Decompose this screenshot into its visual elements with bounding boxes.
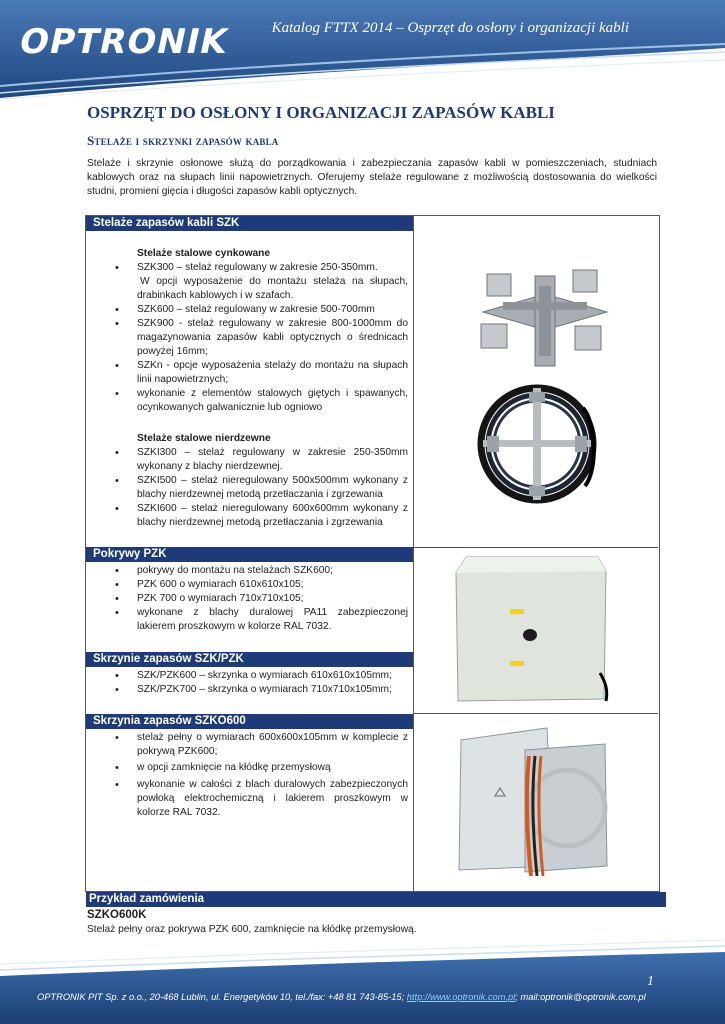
list-item: • SZK300 – stelaż regulowany w zakresie 250-350mm. [115,261,408,275]
pzk-cover-image [450,553,610,703]
szk-frame-with-cable-image [473,378,601,506]
list-group-title: Stelaże stalowe nierdzewne [137,433,271,444]
pzk-list [115,564,408,634]
szk-list-galvanized [115,247,408,415]
order-example-code: SZKO600K [87,909,147,921]
list-item: • SZKI600 – stelaż nieregulowany 600x600mm wykonany z blachy nierdzewnej metodą przetłaczania i zgrzewania [115,502,408,530]
list-item: • wykonane z blachy duralowej PA11 zabezpieczonej lakierem proszkowym w kolorze RAL 7032. [115,606,408,634]
szk-pzk-list [115,669,408,697]
page-footer [0,940,725,1024]
intro-paragraph: Stelaże i skrzynie osłonowe służą do porządkowania i zabezpieczania zapasów kabli w pomieszczeniach, studniach kablowych oraz na słupach linii napowietrznych. Oferujemy stelaże regulowane z możliwością dostosowania do wielkości studni, promieni gięcia i długości zapasów kabli optycznych. [87,158,657,197]
page-number: 1 [647,974,654,989]
page-subtitle: Stelaże i skrzynki zapasów kabla [87,133,279,148]
szk-cross-frame-image [475,266,615,376]
list-group-title: Stelaże stalowe cynkowane [137,248,271,259]
section-heading-szk-pzk: Skrzynie zapasów SZK/PZK [86,652,413,667]
list-item: • SZKn - opcje wyposażenia stelaży do montażu na słupach linii napowietrznych; [115,359,408,387]
section-heading-szko600: Skrzynia zapasów SZKO600 [86,714,413,729]
list-item: • PZK 600 o wymiarach 610x610x105; [115,578,408,592]
address-text: OPTRONIK PIT Sp. z o.o., 20-468 Lublin, ul. Energetyków 10, tel./fax: +48 81 743-85-15; [37,992,407,1002]
order-example-description: Stelaż pełny oraz pokrywa PZK 600, zamknięcie na kłódkę przemysłową. [87,924,417,935]
szk-list-stainless [115,432,408,530]
szko600-list [115,731,408,820]
list-item: • SZKI300 – stelaż regulowany w zakresie 250-350mm wykonany z blachy nierdzewnej. [115,446,408,474]
list-item: • SZKI500 – stelaż nieregulowany 500x500mm wykonany z blachy nierdzewnej metodą przetłaczania i zgrzewania [115,474,408,502]
table-row-divider [413,713,658,714]
page-title: OSPRZĘT DO OSŁONY I ORGANIZACJI ZAPASÓW KABLI [87,103,555,122]
footer-banner-graphic [0,940,725,1024]
table-column-divider [413,215,414,891]
list-item: W opcji wyposażenie do montażu stelaża na słupach, drabinkach kablowych i w szafach. [137,276,408,301]
list-item: • wykonanie z elementów stalowych giętych i spawanych, ocynkowanych galwanicznie lub ogniowo [115,387,408,415]
list-item: • wykonanie w całości z blach duralowych zabezpieczonych powłoką elektrochemiczną i lakierem proszkowym w kolorze RAL 7032. [115,778,408,820]
company-address [37,992,646,1002]
list-item: • PZK 700 o wymiarach 710x710x105; [115,592,408,606]
page-header [0,0,725,105]
table-row-divider [413,547,658,548]
company-logo: OPTRONIK [15,22,232,62]
list-item: • pokrywy do montażu na stelażach SZK600; [115,564,408,578]
section-heading-pzk: Pokrywy PZK [86,547,413,562]
list-item: • SZK900 - stelaż regulowany w zakresie 800-1000mm do magazynowania zapasów kabli optycznych o średnicach powyżej 16mm; [115,317,408,359]
website-link[interactable]: http://www.optronik.com.pl [406,992,516,1002]
order-example-heading: Przykład zamówienia [86,892,666,907]
list-item: • SZK/PZK600 – skrzynka o wymiarach 610x610x105mm; [115,669,408,683]
list-item: • SZK/PZK700 – skrzynka o wymiarach 710x710x105mm; [115,683,408,697]
list-item: • w opcji zamknięcie na kłódkę przemysłową [115,761,408,775]
email-text: ; mail:optronik@optronik.com.pl [515,992,646,1002]
list-item: • SZK600 – stelaż regulowany w zakresie 500-700mm [115,303,408,317]
szko600-cabinet-image [455,726,615,876]
section-heading-szk: Stelaże zapasów kabli SZK [86,216,413,231]
list-item: • stelaż pełny o wymiarach 600x600x105mm w komplecie z pokrywą PZK600; [115,731,408,759]
catalog-title: Katalog FTTX 2014 – Osprzęt do osłony i organizacji kabli [271,20,629,36]
